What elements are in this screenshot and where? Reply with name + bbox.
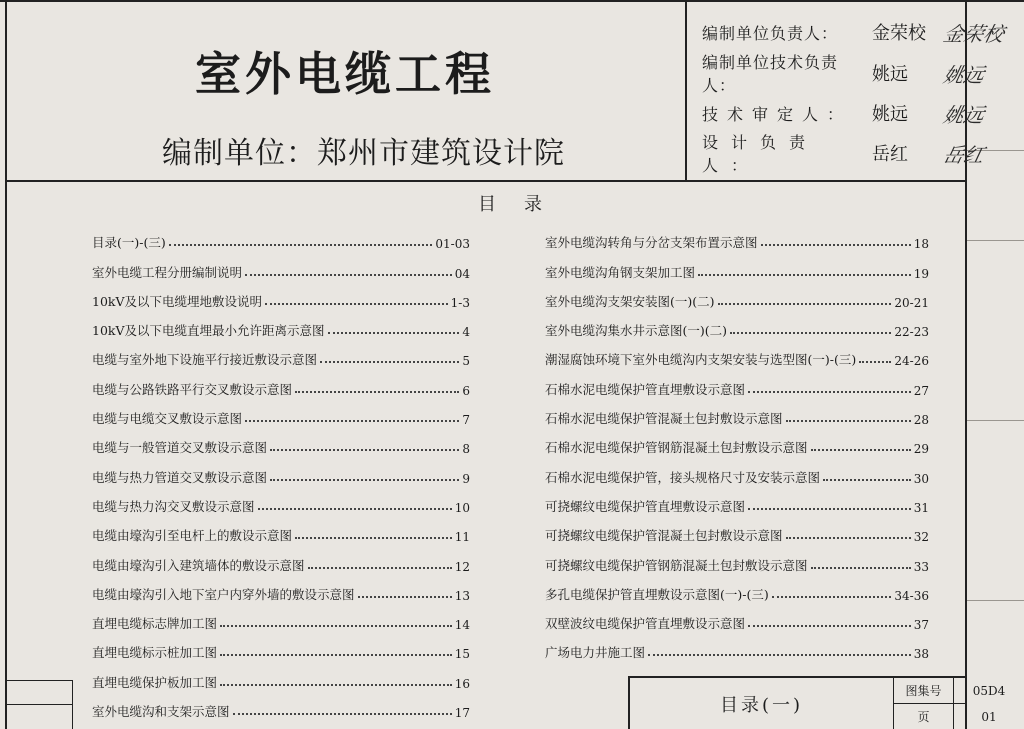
toc-entry-page: 10 [454, 500, 470, 515]
toc-leader-dots [859, 361, 891, 363]
toc-entry-page: 34-36 [894, 588, 929, 603]
toc-entry-title: 室外电缆沟集水井示意图(一)(二) [545, 323, 728, 339]
toc-entry-title: 目录(一)-(三) [92, 235, 166, 251]
toc-entry-page: 01-03 [435, 237, 470, 252]
toc-entry-title: 潮湿腐蚀环境下室外电缆沟内支架安装与选型图(一)-(三) [545, 352, 857, 368]
toc-entry [92, 603, 470, 632]
toc-entry-page: 11 [454, 530, 470, 545]
drawing-name: 目录(一) [719, 694, 804, 716]
toc-entry-page: 38 [913, 647, 929, 662]
toc-entry-page: 1-3 [450, 295, 470, 310]
toc-entry [92, 339, 470, 368]
responsible-row [702, 96, 987, 130]
responsible-name: 姚远 [872, 104, 908, 125]
toc-leader-dots [772, 596, 892, 598]
toc-entry-page: 12 [454, 559, 470, 574]
responsible-name: 姚远 [872, 64, 908, 85]
toc-entry-title: 室外电缆沟转角与分岔支架布置示意图 [545, 235, 758, 251]
toc-entry-page: 28 [913, 413, 929, 428]
toc-entry-title: 可挠螺纹电缆保护管直埋敷设示意图 [545, 498, 746, 514]
toc-leader-dots [718, 303, 892, 305]
toc-entry-title: 电缆由壕沟引至电杆上的敷设示意图 [92, 528, 293, 544]
toc-entry-title: 石棉水泥电缆保护管钢筋混凝土包封敷设示意图 [545, 440, 808, 456]
toc-leader-dots [786, 420, 911, 422]
toc-entry-page: 31 [913, 500, 929, 515]
toc-entry [92, 222, 470, 251]
signature: 岳红 [941, 142, 987, 167]
toc-entry-title: 可挠螺纹电缆保护管混凝土包封敷设示意图 [545, 528, 783, 544]
toc-entry-page: 37 [913, 618, 929, 633]
toc-entry [545, 251, 929, 280]
toc-entry-title: 电缆与一般管道交叉敷设示意图 [92, 440, 268, 456]
responsible-row [702, 53, 987, 95]
toc-entry-title: 室外电缆沟和支架示意图 [92, 704, 230, 720]
stamp-box-mid [5, 704, 73, 705]
toc-leader-dots [761, 244, 911, 246]
toc-leader-dots [811, 567, 911, 569]
toc-entry [92, 486, 470, 515]
toc-entry [92, 427, 470, 456]
toc-entry [92, 310, 470, 339]
atlas-number: 05D4 [972, 683, 1006, 698]
edge-tick [967, 600, 1024, 601]
toc-entry [92, 661, 470, 690]
toc-entry [92, 691, 470, 720]
responsible-role: 编制单位负责人： [702, 23, 839, 43]
toc-entry-title: 电缆与室外地下设施平行接近敷设示意图 [92, 352, 318, 368]
toc-entry-title: 电缆与电缆交叉敷设示意图 [92, 411, 243, 427]
toc-leader-dots [358, 596, 452, 598]
toc-entry [545, 398, 929, 427]
toc-entry-page: 7 [462, 413, 470, 428]
toc-entry-page: 19 [913, 266, 929, 281]
toc-right-column [545, 222, 929, 661]
toc-entry-title: 可挠螺纹电缆保护管钢筋混凝土包封敷设示意图 [545, 557, 808, 573]
toc-left-column [92, 222, 470, 720]
toc-entry [545, 515, 929, 544]
toc-entry-title: 电缆与公路铁路平行交叉敷设示意图 [92, 381, 293, 397]
toc-entry-page: 29 [913, 442, 929, 457]
toc-leader-dots [265, 303, 448, 305]
toc-entry-title: 室外电缆工程分册编制说明 [92, 264, 243, 280]
stamp-box-right [72, 680, 73, 729]
compiling-unit: 编制单位：郑州市建筑设计院 [162, 136, 565, 171]
toc-leader-dots [748, 508, 911, 510]
toc-entry [92, 544, 470, 573]
toc-entry-page: 9 [462, 471, 470, 486]
toc-entry [92, 281, 470, 310]
toc-leader-dots [270, 479, 459, 481]
toc-entry [545, 544, 929, 573]
toc-leader-dots [295, 537, 452, 539]
toc-entry-page: 04 [454, 266, 470, 281]
toc-leader-dots [245, 274, 452, 276]
toc-entry [545, 486, 929, 515]
toc-entry-title: 室外电缆沟角钢支架加工图 [545, 264, 696, 280]
frame-top [0, 0, 1024, 2]
toc-leader-dots [811, 449, 911, 451]
toc-entry [92, 456, 470, 485]
frame-left [5, 0, 7, 729]
toc-entry-title: 10kV及以下电缆直埋最小允许距离示意图 [92, 323, 325, 339]
toc-entry-title: 石棉水泥电缆保护管直埋敷设示意图 [545, 381, 746, 397]
toc-entry [92, 251, 470, 280]
toc-entry [545, 603, 929, 632]
signature: 姚远 [941, 62, 987, 87]
page-label: 页 [917, 710, 930, 724]
toc-entry [545, 456, 929, 485]
toc-leader-dots [220, 625, 452, 627]
toc-leader-dots [169, 244, 433, 246]
toc-leader-dots [648, 654, 911, 656]
signature: 姚远 [941, 102, 987, 127]
toc-entry-title: 直埋电缆保护板加工图 [92, 674, 218, 690]
toc-leader-dots [730, 332, 891, 334]
toc-leader-dots [295, 391, 459, 393]
toc-entry-title: 直埋电缆标志牌加工图 [92, 616, 218, 632]
responsible-name: 金荣校 [872, 23, 926, 44]
toc-entry-title: 直埋电缆标示桩加工图 [92, 645, 218, 661]
toc-entry-title: 电缆由壕沟引入地下室户内穿外墙的敷设示意图 [92, 586, 355, 602]
page-number: 01 [981, 709, 997, 724]
toc-entry [92, 368, 470, 397]
toc-entry-title: 双壁波纹电缆保护管直埋敷设示意图 [545, 616, 746, 632]
atlas-label: 图集号 [905, 684, 942, 698]
toc-entry [545, 281, 929, 310]
toc-entry-title: 石棉水泥电缆保护管混凝土包封敷设示意图 [545, 411, 783, 427]
toc-entry-title: 电缆与热力沟交叉敷设示意图 [92, 498, 255, 514]
toc-leader-dots [220, 654, 452, 656]
toc-entry-page: 22-23 [894, 325, 929, 340]
toc-entry-page: 17 [454, 706, 470, 721]
toc-entry-page: 32 [913, 530, 929, 545]
edge-tick [967, 240, 1024, 241]
toc-entry-page: 16 [454, 676, 470, 691]
toc-entry-page: 15 [454, 647, 470, 662]
toc-entry-page: 6 [462, 383, 470, 398]
responsible-role: 编制单位技术负责人： [702, 53, 839, 95]
toc-entry-page: 5 [462, 354, 470, 369]
toc-entry-page: 24-26 [894, 354, 929, 369]
toc-leader-dots [220, 684, 452, 686]
toc-leader-dots [245, 420, 459, 422]
toc-entry-title: 电缆与热力管道交叉敷设示意图 [92, 469, 268, 485]
responsible-role: 设计负责人： [702, 133, 819, 175]
toc-entry-page: 4 [462, 325, 470, 340]
responsible-name: 岳红 [872, 144, 908, 165]
responsible-row [702, 133, 987, 175]
toc-entry [92, 574, 470, 603]
toc-entry-title: 广场电力井施工图 [545, 645, 646, 661]
toc-entry-page: 13 [454, 588, 470, 603]
toc-leader-dots [233, 713, 452, 715]
toc-entry [545, 310, 929, 339]
responsible-role: 技术审定人： [702, 104, 853, 124]
toc-entry-page: 27 [913, 383, 929, 398]
toc-entry [545, 574, 929, 603]
toc-leader-dots [748, 391, 911, 393]
header-divider [5, 180, 967, 182]
toc-entry [545, 368, 929, 397]
toc-entry [92, 515, 470, 544]
toc-leader-dots [786, 537, 911, 539]
toc-entry [545, 222, 929, 251]
toc-leader-dots [698, 274, 911, 276]
toc-entry-page: 8 [462, 442, 470, 457]
toc-leader-dots [258, 508, 452, 510]
responsible-row [702, 15, 1007, 49]
edge-tick [967, 420, 1024, 421]
toc-leader-dots [823, 479, 911, 481]
toc-entry [92, 632, 470, 661]
toc-leader-dots [308, 567, 452, 569]
toc-entry [545, 339, 929, 368]
toc-entry-title: 室外电缆沟支架安装图(一)(二) [545, 293, 715, 309]
toc-entry-title: 多孔电缆保护管直埋敷设示意图(一)-(三) [545, 586, 769, 602]
stamp-box-top [5, 680, 73, 681]
toc-entry-title: 电缆由壕沟引入建筑墙体的敷设示意图 [92, 557, 305, 573]
toc-entry-title: 石棉水泥电缆保护管，接头规格尺寸及安装示意图 [545, 469, 821, 485]
responsible-box-left [685, 0, 687, 181]
toc-heading: 目录 [478, 194, 570, 215]
signature: 金荣校 [941, 21, 1007, 46]
toc-entry-page: 14 [454, 618, 470, 633]
toc-entry-title: 10kV及以下电缆埋地敷设说明 [92, 293, 263, 309]
toc-entry-page: 20-21 [894, 295, 929, 310]
toc-leader-dots [748, 625, 911, 627]
toc-entry-page: 30 [913, 471, 929, 486]
toc-leader-dots [320, 361, 459, 363]
toc-entry [92, 398, 470, 427]
toc-entry-page: 18 [913, 237, 929, 252]
toc-entry [545, 632, 929, 661]
toc-entry-page: 33 [913, 559, 929, 574]
toc-entry [545, 427, 929, 456]
toc-leader-dots [270, 449, 459, 451]
page-title: 室外电缆工程 [195, 47, 495, 101]
toc-leader-dots [328, 332, 460, 334]
